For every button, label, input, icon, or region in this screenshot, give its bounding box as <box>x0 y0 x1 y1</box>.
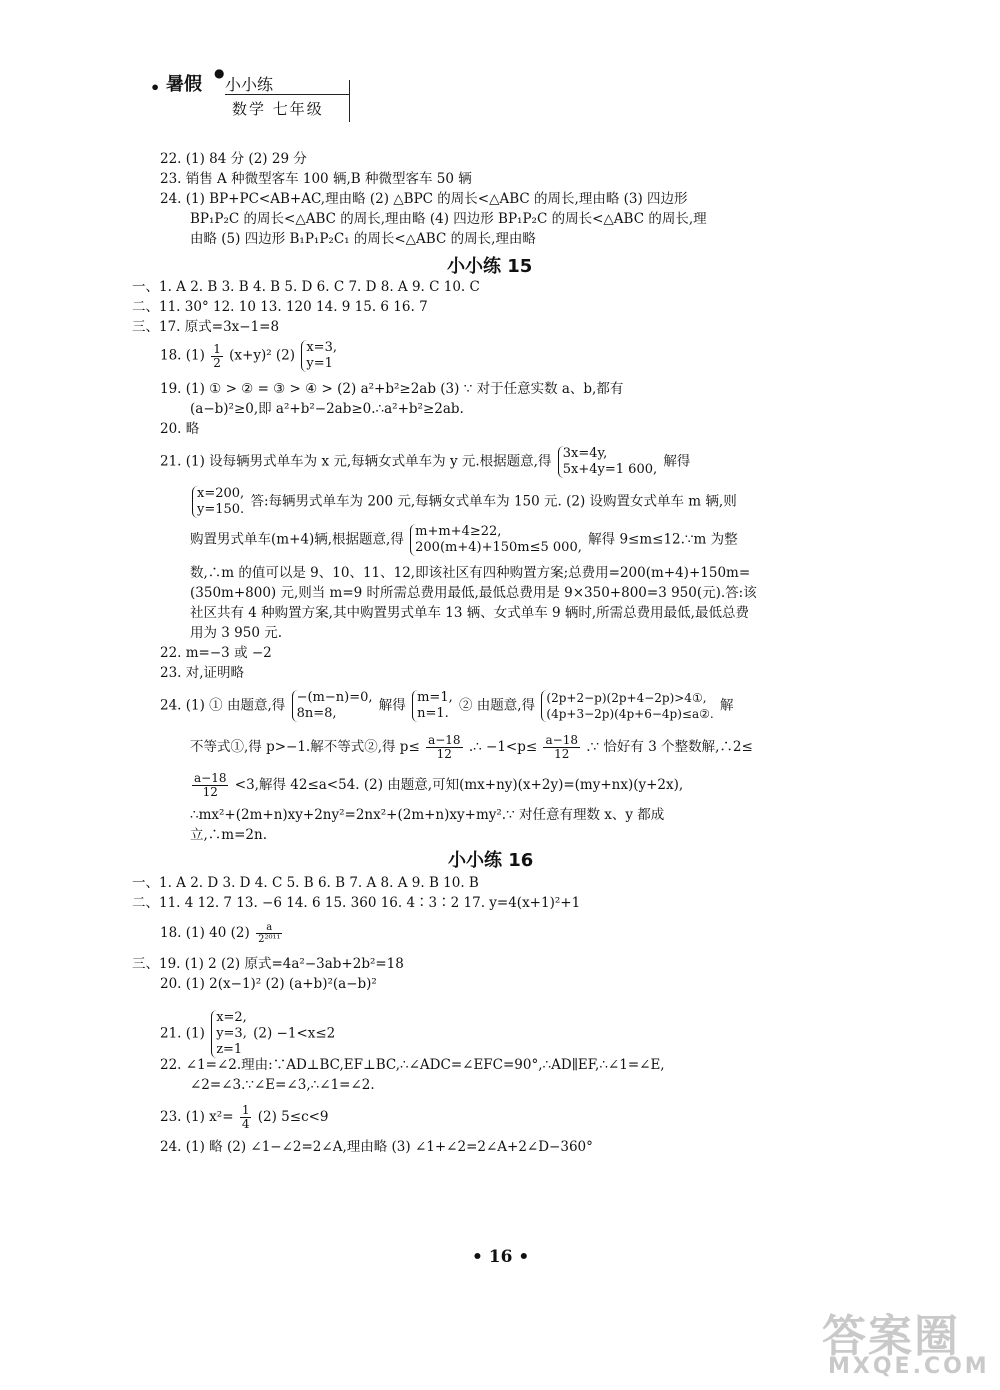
answer-24-line1: 24. (1) BP+PC<AB+AC,理由略 (2) △BPC 的周长<△ABC 的周长,理由略 (3) 四边形 <box>160 191 688 207</box>
system-24b <box>412 690 453 722</box>
s16-answer-24: 24. (1) 略 (2) ∠1−∠2=2∠A,理由略 (3) ∠1+∠2=2∠A+2∠D−360° <box>160 1139 593 1155</box>
eq-line: x=2, <box>216 1010 247 1025</box>
fraction-num: 1 <box>241 1103 250 1117</box>
eq-line: 3x=4y, <box>562 446 608 461</box>
header-series: 小小练 <box>225 75 274 94</box>
s15-24-text: 解得 <box>378 697 406 714</box>
fraction-a18-12 <box>543 734 579 761</box>
fraction-den: 2²⁰¹¹ <box>258 934 281 945</box>
eq-line: 8n=8, <box>296 706 337 721</box>
s16-answer-18 <box>160 922 284 945</box>
fraction-quarter <box>240 1104 252 1131</box>
answer-24-line3: 由略 (5) 四边形 B₁P₁P₂C₁ 的周长<△ABC 的周长,理由略 <box>190 231 536 247</box>
s15-answer-24-line1 <box>160 690 733 722</box>
fraction-num: a−18 <box>194 771 227 785</box>
s16-answer-22-line1: 22. ∠1=∠2.理由:∵AD⊥BC,EF⊥BC,∴∠ADC=∠EFC=90°,∴AD∥EF,∴∠1=∠E, <box>160 1057 665 1073</box>
eq-line: 200(m+4)+150m≤5 000, <box>415 540 582 555</box>
s15-answer-21-line3 <box>190 524 738 556</box>
header-brand-dot: ● <box>214 66 225 80</box>
eq-line: 5x+4y=1 600, <box>562 462 658 477</box>
s15-24-text: 解 <box>719 697 734 714</box>
s15-24-text: 24. (1) ① 由题意,得 <box>160 697 286 714</box>
s16-answer-21 <box>160 1010 335 1058</box>
section-title-16: 小小练 16 <box>448 850 534 871</box>
system-21c <box>410 524 582 556</box>
s15-answer-21-line5: (350m+800) 元,则当 m=9 时所需总费用最低,最低总费用是 9×350+800=3 950(元).答:该 <box>190 585 757 601</box>
s15-answer-24-line4: ∴mx²+(2m+n)xy+2ny²=2nx²+(2m+n)xy+my².∵ 对任意有理数 x、y 都成 <box>190 807 665 823</box>
eq-line: y=150. <box>197 502 245 517</box>
fraction-den: 2 <box>213 355 221 370</box>
header-brand: 暑假 <box>166 74 202 95</box>
header-divider <box>349 80 350 122</box>
eq-line: (4p+3−2p)(4p+6−4p)≤a②. <box>546 707 714 721</box>
s15-24-text: <3,解得 42≤a<54. (2) 由题意,可知(mx+ny)(x+2y)=(my+nx)(y+2x), <box>234 777 684 793</box>
system-21b <box>192 486 244 518</box>
page-number: • 16 • <box>472 1247 530 1267</box>
fraction-den: 12 <box>554 747 570 761</box>
s15-21-text: 购置男式单车(m+4)辆,根据题意,得 <box>190 531 404 548</box>
fraction-den: 12 <box>436 747 452 761</box>
s15-21-text: 解得 <box>663 453 691 470</box>
s16-23-text: (2) 5≤c<9 <box>257 1109 329 1125</box>
s15-answer-18 <box>160 340 339 372</box>
fraction-den: 12 <box>202 785 218 799</box>
eq-line: m+m+4≥22, <box>415 524 502 539</box>
answer-23: 23. 销售 A 种微型客车 100 辆,B 种微型客车 50 辆 <box>160 171 472 187</box>
s15-answer-24-line3 <box>190 772 683 799</box>
s15-24-text: 不等式①,得 p>−1.解不等式②,得 p≤ <box>190 739 420 755</box>
s15-18-part2: (x+y)² (2) <box>229 347 296 364</box>
s15-answer-21-line1 <box>160 446 690 478</box>
answer-22: 22. (1) 84 分 (2) 29 分 <box>160 151 307 167</box>
s16-18-text: 18. (1) 40 (2) <box>160 925 250 941</box>
eq-line: (2p+2−p)(2p+4−2p)>4①, <box>546 691 707 705</box>
s16-choice-answers: 一、1. A 2. D 3. D 4. C 5. B 6. B 7. A 8. A 9. B 10. B <box>132 875 479 891</box>
s15-answer-24-line2 <box>190 734 753 761</box>
fraction-num: a−18 <box>428 733 461 747</box>
eq-line: z=1 <box>216 1042 243 1057</box>
fraction-half <box>211 343 223 370</box>
s16-21-text: 21. (1) <box>160 1025 205 1042</box>
system-24c <box>541 690 713 722</box>
s15-answer-24-line5: 立,∴m=2n. <box>190 827 267 843</box>
eq-line: y=1 <box>306 356 333 371</box>
s15-24-text: ② 由题意,得 <box>459 697 536 714</box>
fraction-num: 1 <box>213 341 221 356</box>
header-bullet: • <box>150 78 161 97</box>
s15-choice-answers: 一、1. A 2. B 3. B 4. B 5. D 6. C 7. D 8. A 9. C 10. C <box>132 279 480 295</box>
s15-answer-20: 20. 略 <box>160 421 200 437</box>
s16-answer-23 <box>160 1104 329 1131</box>
s15-answer-21-line6: 社区共有 4 种购置方案,其中购置男式单车 13 辆、女式单车 9 辆时,所需总费用最低,最低总费 <box>190 605 749 621</box>
s15-21-text: 21. (1) 设每辆男式单车为 x 元,每辆女式单车为 y 元.根据题意,得 <box>160 453 552 470</box>
s15-21-text: 解得 9≤m≤12.∵m 为整 <box>588 531 738 548</box>
s16-answer-19: 三、19. (1) 2 (2) 原式=4a²−3ab+2b²=18 <box>132 956 404 972</box>
s15-answer-21-line4: 数,∴m 的值可以是 9、10、11、12,即该社区有四种购置方案;总费用=200(m+4)+150m= <box>190 565 751 581</box>
fraction-a-power <box>256 922 282 945</box>
eq-line: −(m−n)=0, <box>296 690 373 705</box>
fraction-num: a−18 <box>545 733 578 747</box>
s15-18-part1: 18. (1) <box>160 347 205 364</box>
s15-answer-17: 三、17. 原式=3x−1=8 <box>132 319 280 335</box>
s16-23-text: 23. (1) x²= <box>160 1109 234 1125</box>
s15-24-text: .∵ 恰好有 3 个整数解,∴2≤ <box>586 739 753 755</box>
s15-answer-19-line2: (a−b)²≥0,即 a²+b²−2ab≥0.∴a²+b²≥2ab. <box>190 401 464 417</box>
system-18 <box>301 340 337 372</box>
s15-answer-23: 23. 对,证明略 <box>160 665 245 681</box>
s15-fill-answers: 二、11. 30° 12. 10 13. 120 14. 9 15. 6 16. 7 <box>132 299 428 315</box>
fraction-den: 4 <box>241 1117 250 1131</box>
system-16-21 <box>211 1010 247 1058</box>
watermark-url: MXQE.COM <box>828 1354 990 1379</box>
s16-21-text: (2) −1<x≤2 <box>253 1025 336 1042</box>
section-title-15: 小小练 15 <box>447 256 533 277</box>
answer-24-line2: BP₁P₂C 的周长<△ABC 的周长,理由略 (4) 四边形 BP₁P₂C 的周长<△ABC 的周长,理 <box>190 211 707 227</box>
system-21a <box>558 446 657 478</box>
s15-answer-22: 22. m=−3 或 −2 <box>160 645 272 661</box>
watermark-logo: 答案圈 <box>822 1311 960 1362</box>
fraction-a18-12 <box>426 734 462 761</box>
s15-21-text: 答:每辆男式单车为 200 元,每辆女式单车为 150 元. (2) 设购置女式单车 m 辆,则 <box>250 493 737 510</box>
s16-answer-20: 20. (1) 2(x−1)² (2) (a+b)²(a−b)² <box>160 976 377 992</box>
s15-answer-21-line7: 用为 3 950 元. <box>190 625 283 641</box>
eq-line: y=3, <box>216 1026 247 1041</box>
eq-line: n=1. <box>417 706 449 721</box>
s16-answer-22-line2: ∠2=∠3.∵∠E=∠3,∴∠1=∠2. <box>190 1077 375 1093</box>
s16-fill-answers: 二、11. 4 12. 7 13. −6 14. 6 15. 360 16. 4∶3∶2 17. y=4(x+1)²+1 <box>132 895 581 911</box>
fraction-a18-12 <box>192 772 228 799</box>
fraction-num: a <box>256 922 282 934</box>
s15-answer-19-line1: 19. (1) ① > ② = ③ > ④ > (2) a²+b²≥2ab (3) ∵ 对于任意实数 a、b,都有 <box>160 381 624 397</box>
header-rule <box>225 94 349 95</box>
system-24a <box>292 690 373 722</box>
eq-line: x=200, <box>197 486 245 501</box>
eq-line: m=1, <box>417 690 453 705</box>
s15-24-text: .∴ −1<p≤ <box>468 739 538 755</box>
eq-line: x=3, <box>306 340 337 355</box>
s15-answer-21-line2 <box>190 486 737 518</box>
header-subject: 数学 七年级 <box>232 100 324 118</box>
